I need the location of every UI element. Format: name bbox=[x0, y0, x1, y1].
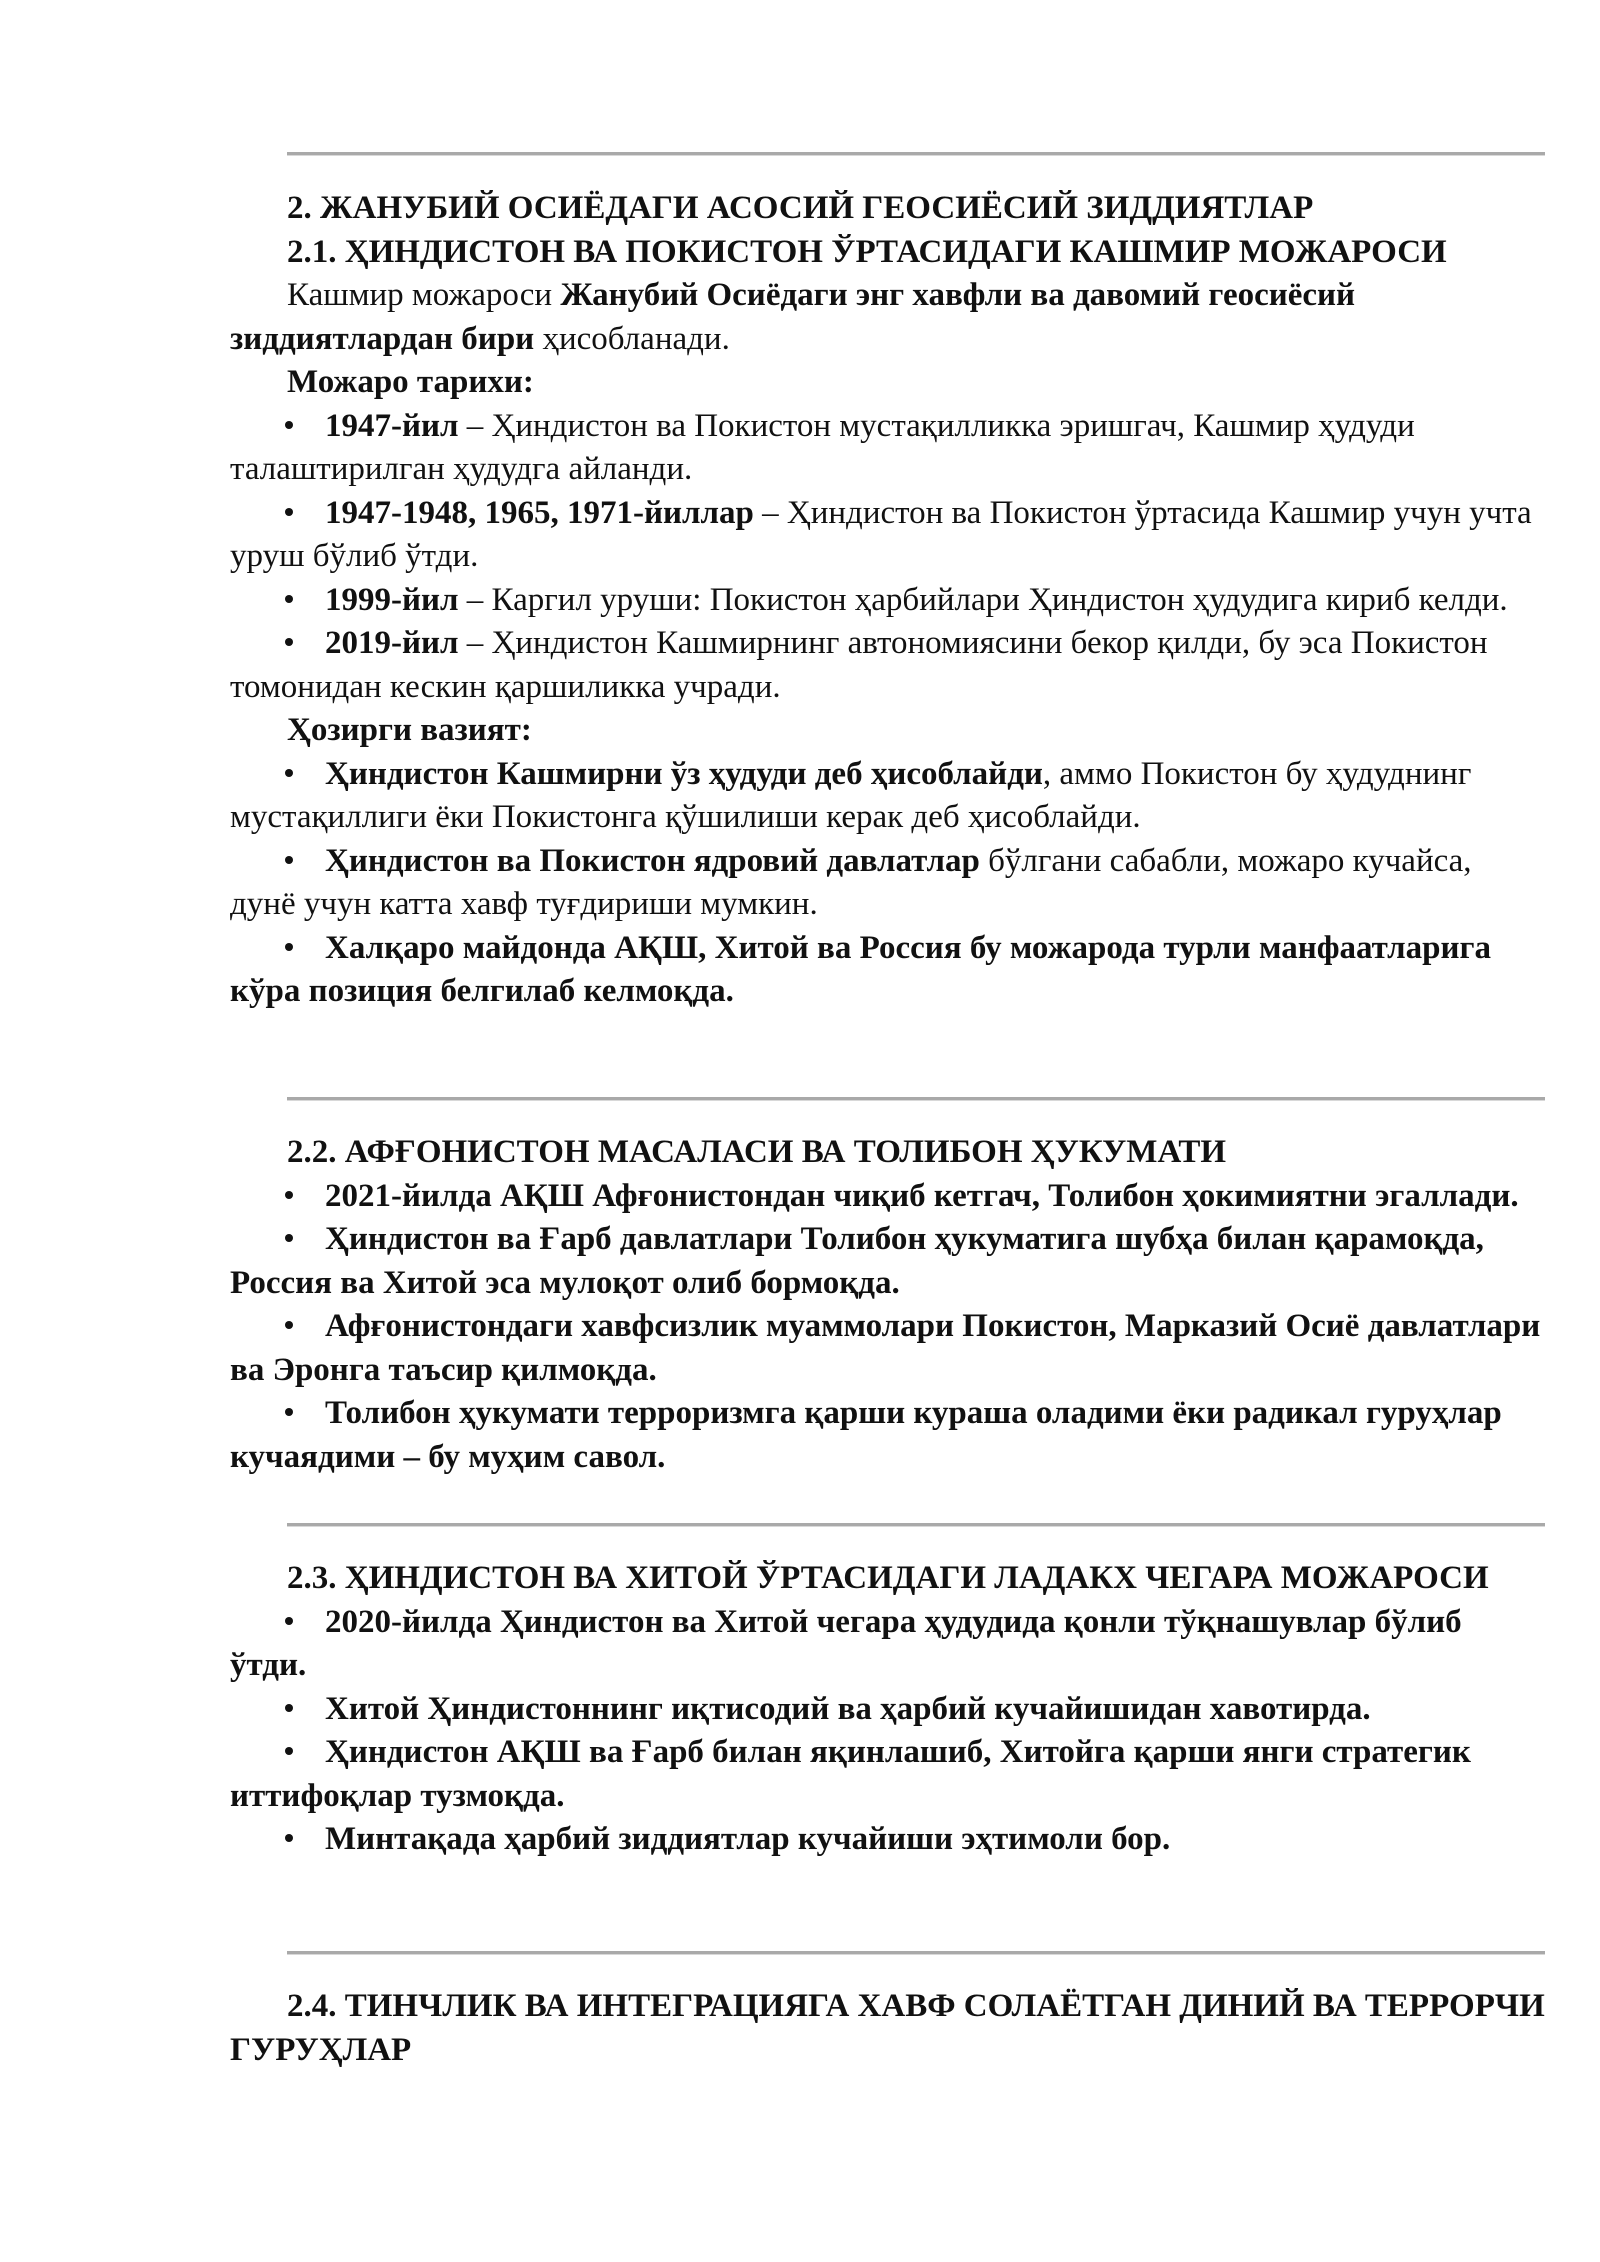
horizontal-rule bbox=[287, 1523, 1545, 1527]
bullet-icon bbox=[285, 1305, 325, 1349]
list-item: 2019-йил – Ҳиндистон Кашмирнинг автономиясини бекор қилди, бу эса Покистон томонидан кескин қаршиликка учради. bbox=[230, 622, 1545, 709]
bullet-icon bbox=[285, 1175, 325, 1219]
bullet-icon bbox=[285, 1218, 325, 1262]
subsection-title-2-4: 2.4. ТИНЧЛИК ВА ИНТЕГРАЦИЯГА ХАВФ СОЛАЁТГАН ДИНИЙ ВА ТЕРРОРЧИ ГУРУҲЛАР bbox=[230, 1988, 1545, 2068]
section-2-2 bbox=[230, 1131, 1545, 1479]
bullet-icon bbox=[285, 1392, 325, 1436]
list-item: 2021-йилда АҚШ Афғонистондан чиқиб кетгач, Толибон ҳокимиятни эгаллади. bbox=[230, 1175, 1545, 1219]
subsection-title-2-2: 2.2. АФҒОНИСТОН МАСАЛАСИ ВА ТОЛИБОН ҲУКУМАТИ bbox=[287, 1134, 1227, 1170]
list-item: Халқаро майдонда АҚШ, Хитой ва Россия бу можарода турли манфаатларига кўра позиция белгилаб келмоқда. bbox=[230, 927, 1545, 1014]
list-item: Афғонистондаги хавфсизлик муаммолари Покистон, Марказий Осиё давлатлари ва Эронга таъсир қилмоқда. bbox=[230, 1305, 1545, 1392]
list-item: Ҳиндистон ва Покистон ядровий давлатлар бўлгани сабабли, можаро кучайса, дунё учун катта хавф туғдириши мумкин. bbox=[230, 840, 1545, 927]
bullet-icon bbox=[285, 622, 325, 666]
bullet-icon bbox=[285, 405, 325, 449]
horizontal-rule bbox=[287, 1097, 1545, 1101]
list-item: Ҳиндистон АҚШ ва Ғарб билан яқинлашиб, Хитойга қарши янги стратегик иттифоқлар тузмоқда. bbox=[230, 1731, 1545, 1818]
list-item: Ҳиндистон Кашмирни ўз ҳудуди деб ҳисоблайди, аммо Покистон бу ҳудуднинг мустақиллиги ёки Покистонга қўшилиши керак деб ҳисоблайди. bbox=[230, 753, 1545, 840]
bullet-icon bbox=[285, 1688, 325, 1732]
list-item: Минтақада ҳарбий зиддиятлар кучайиши эҳтимоли бор. bbox=[230, 1818, 1545, 1862]
bullet-icon bbox=[285, 1818, 325, 1862]
current-heading: Ҳозирги вазият: bbox=[287, 712, 532, 748]
list-item: 1947-йил – Ҳиндистон ва Покистон мустақилликка эришгач, Кашмир ҳудуди талаштирилган ҳудудга айланди. bbox=[230, 405, 1545, 492]
subsection-title-2-1: 2.1. ҲИНДИСТОН ВА ПОКИСТОН ЎРТАСИДАГИ КАШМИР МОЖАРОСИ bbox=[287, 233, 1447, 270]
horizontal-rule bbox=[287, 152, 1545, 156]
list-item: Хитой Ҳиндистоннинг иқтисодий ва ҳарбий кучайишидан хавотирда. bbox=[230, 1688, 1545, 1732]
section-2-4 bbox=[230, 1985, 1545, 2072]
bullet-icon bbox=[285, 927, 325, 971]
bullet-icon bbox=[285, 579, 325, 623]
bullet-icon bbox=[285, 1731, 325, 1775]
list-item: 1947-1948, 1965, 1971-йиллар – Ҳиндистон ва Покистон ўртасида Кашмир учун учта уруш бўлиб ўтди. bbox=[230, 492, 1545, 579]
subsection-title-2-3: 2.3. ҲИНДИСТОН ВА ХИТОЙ ЎРТАСИДАГИ ЛАДАКХ ЧЕГАРА МОЖАРОСИ bbox=[287, 1560, 1489, 1596]
list-item: Ҳиндистон ва Ғарб давлатлари Толибон ҳукуматига шубҳа билан қарамоқда, Россия ва Хитой эса мулоқот олиб бормоқда. bbox=[230, 1218, 1545, 1305]
bullet-icon bbox=[285, 840, 325, 884]
bullet-icon bbox=[285, 492, 325, 536]
history-heading: Можаро тарихи: bbox=[287, 364, 534, 400]
bullet-icon bbox=[285, 1601, 325, 1645]
list-item: 1999-йил – Каргил уруши: Покистон ҳарбийлари Ҳиндистон ҳудудига кириб келди. bbox=[230, 579, 1545, 623]
bullet-icon bbox=[285, 753, 325, 797]
section-2-3 bbox=[230, 1557, 1545, 1862]
horizontal-rule bbox=[287, 1951, 1545, 1955]
section-2-1 bbox=[230, 187, 1545, 1014]
list-item: Толибон ҳукумати терроризмга қарши кураша оладими ёки радикал гуруҳлар кучаядими – бу муҳим савол. bbox=[230, 1392, 1545, 1479]
list-item: 2020-йилда Ҳиндистон ва Хитой чегара ҳудудида қонли тўқнашувлар бўлиб ўтди. bbox=[230, 1601, 1545, 1688]
intro-paragraph: Кашмир можароси Жанубий Осиёдаги энг хавфли ва давомий геосиёсий зиддиятлардан бири ҳисобланади. bbox=[230, 277, 1356, 357]
section-title: 2. ЖАНУБИЙ ОСИЁДАГИ АСОСИЙ ГЕОСИЁСИЙ ЗИДДИЯТЛАР bbox=[287, 190, 1314, 226]
